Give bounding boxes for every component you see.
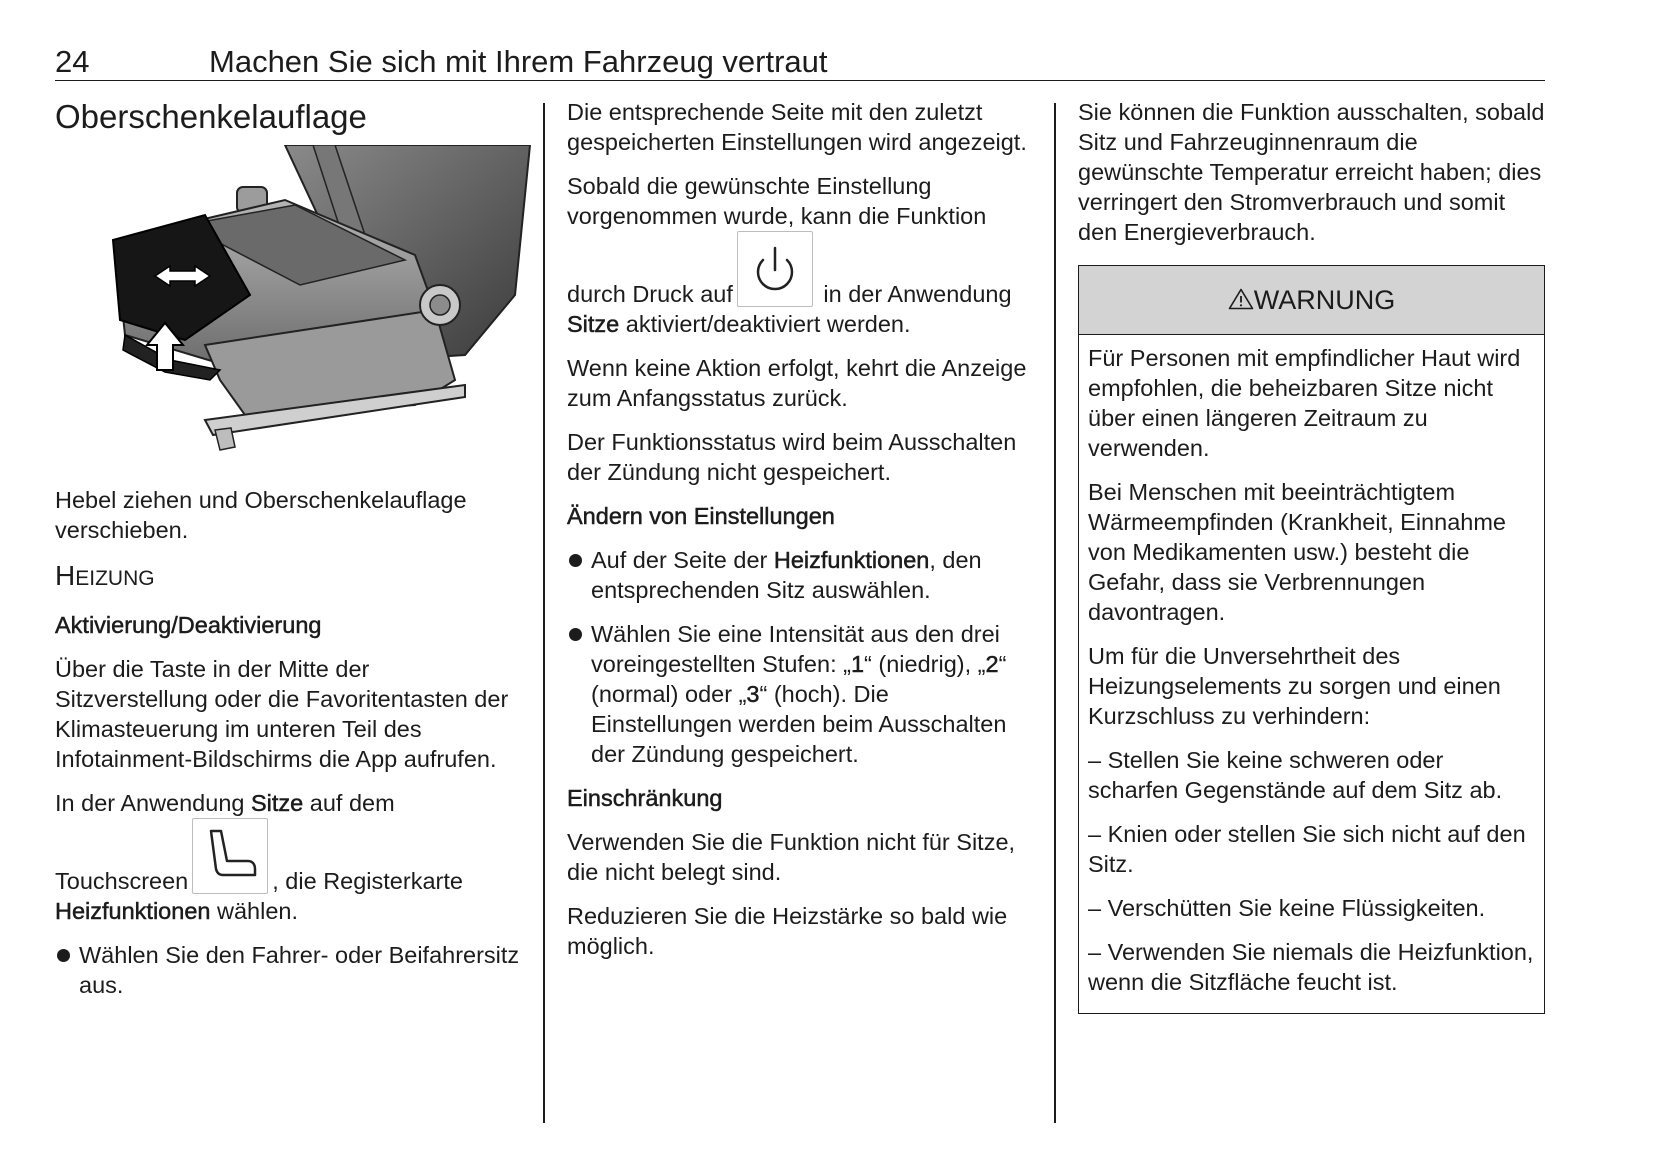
paragraph: Über die Taste in der Mitte der Sitzverstellung oder die Favoritentasten der Klimasteuerung im unteren Teil des Infotainment-Bildschirms die App aufrufen. [55,656,509,772]
seat-thigh-support-illustration [85,145,537,475]
power-icon [737,231,813,307]
column-divider [543,103,545,1123]
column-middle [567,97,1027,975]
paragraph: Touchscreen , die Registerkarte Heizfunktionen wählen. [55,818,520,926]
seat-icon [192,818,268,894]
warning-box [1078,265,1545,1014]
warning-header [1079,266,1544,335]
warning-paragraph: – Stellen Sie keine schweren oder scharfen Gegenstände auf dem Sitz ab. [1088,747,1503,803]
section-title: Oberschenkelauflage [55,98,367,135]
warning-paragraph: – Verschütten Sie keine Flüssigkeiten. [1088,895,1486,921]
subheading: Aktivierung/Deaktivierung [55,612,322,638]
paragraph: In der Anwendung Sitze auf dem [55,790,395,816]
heading-initial: H [55,560,76,591]
warning-paragraph: – Verwenden Sie niemals die Heizfunktion, wenn die Sitzfläche feucht ist. [1088,939,1534,995]
warning-title: WARNUNG [1253,285,1396,315]
warning-paragraph: Für Personen mit empfindlicher Haut wird empfohlen, die beheizbaren Sitze nicht über einen längeren Zeitraum zu verwenden. [1088,345,1521,461]
paragraph: Verwenden Sie die Funktion nicht für Sitze, die nicht belegt sind. [567,829,1016,885]
warning-triangle-icon [1228,285,1254,315]
section-heading [55,559,520,596]
paragraph: Reduzieren Sie die Heizstärke so bald wie möglich. [567,903,1008,959]
page-header [55,44,1545,81]
bullet-item: Auf der Seite der Heizfunktionen, den entsprechenden Sitz auswählen. [567,545,1027,605]
warning-paragraph: – Knien oder stellen Sie sich nicht auf den Sitz. [1088,821,1526,877]
paragraph: Hebel ziehen und Oberschenkelauflage verschieben. [55,487,467,543]
chapter-title: Machen Sie sich mit Ihrem Fahrzeug vertraut [209,44,828,79]
subheading: Einschränkung [567,785,723,811]
warning-body [1079,335,1544,1013]
bullet-item: Wählen Sie den Fahrer- oder Beifahrersitz aus. [55,940,520,1000]
column-right [1078,97,1545,1014]
paragraph: Sie können die Funktion ausschalten, sobald Sitz und Fahrzeuginnenraum die gewünschte Temperatur erreicht haben; dies verringert den Stromverbrauch und somit den Energieverbrauch. [1078,99,1545,245]
paragraph: Die entsprechende Seite mit den zuletzt gespeicherten Einstellungen wird angezeigt. [567,99,1027,155]
bullet-item: Wählen Sie eine Intensität aus den drei voreingestellten Stufen: „1“ (niedrig), „2“ (normal) oder „3“ (hoch). Die Einstellungen werden beim Ausschalten der Zündung gespeichert. [567,619,1027,769]
page-number: 24 [55,44,90,79]
warning-paragraph: Um für die Unversehrtheit des Heizungselements zu sorgen und einen Kurzschluss zu verhindern: [1088,643,1501,729]
warning-paragraph: Bei Menschen mit beeinträchtigtem Wärmeempfinden (Krankheit, Einnahme von Medikamenten usw.) besteht die Gefahr, dass sie Verbrennungen davontragen. [1088,479,1506,625]
paragraph: Sobald die gewünschte Einstellung vorgenommen wurde, kann die Funktion durch Druck auf in der Anwendung Sitze aktiviert/deaktiviert werden. [567,173,1012,337]
column-divider [1054,103,1056,1123]
paragraph: Wenn keine Aktion erfolgt, kehrt die Anzeige zum Anfangsstatus zurück. [567,355,1027,411]
column-left [55,97,520,1014]
paragraph: Der Funktionsstatus wird beim Ausschalten der Zündung nicht gespeichert. [567,429,1017,485]
subheading: Ändern von Einstellungen [567,503,835,529]
heading-rest: EIZUNG [75,567,155,590]
